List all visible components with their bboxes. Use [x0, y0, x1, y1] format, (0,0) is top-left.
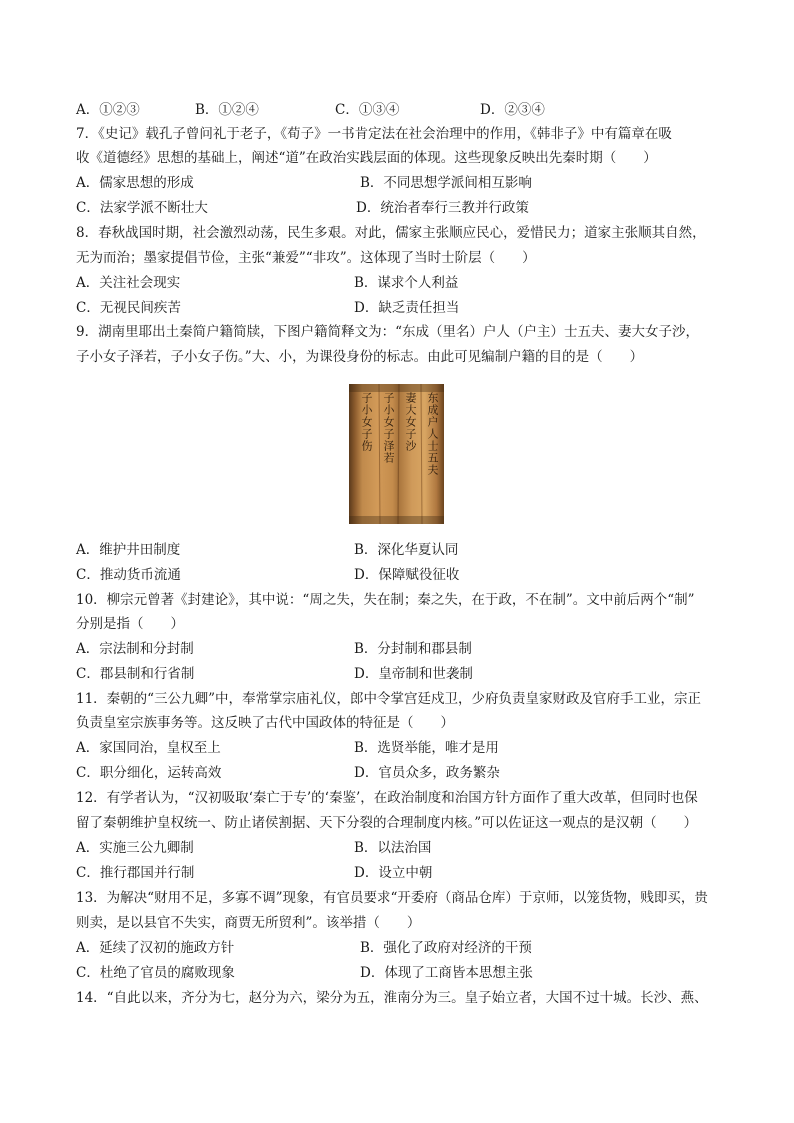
q9-stem-line-1: 9．湖南里耶出土秦简户籍简牍，下图户籍简释文为：“东成（里名）户人（户主）士五夫、妻大女子沙，	[76, 324, 699, 340]
q8-option-b: B．谋求个人利益	[354, 275, 459, 291]
q10-stem-line-1: 10．柳宗元曾著《封建论》，其中说：“周之失，失在制；秦之失，在于政，不在制”。文中前后两个“制”	[76, 592, 695, 608]
q9-option-a: A．维护井田制度	[76, 542, 181, 558]
q13-option-b: B．强化了政府对经济的干预	[360, 940, 532, 956]
q10-option-a: A．宗法制和分封制	[76, 641, 194, 657]
q13-option-a: A．延续了汉初的施政方针	[76, 940, 235, 956]
q8-stem-line-1: 8．春秋战国时期，社会激烈动荡，民生多艰。对此，儒家主张顺应民心，爱惜民力；道家主张顺其自然，	[76, 225, 706, 241]
q11-option-d: D．官员众多，政务繁杂	[354, 765, 500, 781]
q12-stem-line-1: 12．有学者认为，“汉初吸取‘秦亡于专’的‘秦鉴’，在政治制度和治国方针方面作了重大改革，但同时也保	[76, 790, 698, 806]
q6-option-a: A．①②③	[76, 102, 140, 118]
q13-option-d: D．体现了工商皆本思想主张	[360, 965, 533, 981]
q11-stem-line-1: 11．秦朝的“三公九卿”中，奉常掌宗庙礼仪，郎中令掌宫廷戍卫，少府负责皇家财政及官府手工业，宗正	[76, 691, 701, 707]
q8-option-d: D．缺乏责任担当	[354, 300, 460, 316]
q9-option-c: C．推动货币流通	[76, 567, 181, 583]
q7-stem-line-1: 7．《史记》载孔子曾问礼于老子，《荀子》一书肯定法在社会治理中的作用，《韩非子》中有篇章在吸	[76, 126, 672, 142]
q10-option-c: C．郡县制和行省制	[76, 666, 195, 682]
q7-option-d: D．统治者奉行三教并行政策	[356, 200, 529, 216]
q12-option-c: C．推行郡国并行制	[76, 865, 195, 881]
q12-option-d: D．设立中朝	[354, 865, 433, 881]
slip-column-4: 子小女子伤	[360, 392, 373, 452]
q10-option-b: B．分封制和郡县制	[354, 641, 472, 657]
q14-stem-line-1: 14．“自此以来，齐分为七，赵分为六，梁分为五，淮南分为三。皇子始立者，大国不过十城。长沙、燕、	[76, 990, 708, 1006]
q13-option-c: C．杜绝了官员的腐败现象	[76, 965, 235, 981]
q12-stem-line-2: 留了秦朝维护皇权统一、防止诸侯割据、天下分裂的合理制度内核。”可以佐证这一观点的是汉朝（ ）	[76, 815, 698, 831]
q6-option-b: B．①②④	[195, 102, 259, 118]
q7-option-a: A．儒家思想的形成	[76, 175, 194, 191]
q9-stem-line-2: 子小女子泽若，子小女子伤。”大、小，为课役身份的标志。由此可见编制户籍的目的是（ ）	[76, 349, 644, 365]
q7-option-b: B．不同思想学派间相互影响	[360, 175, 532, 191]
q8-option-a: A．关注社会现实	[76, 275, 181, 291]
bamboo-slip-photo	[349, 384, 444, 524]
slip-column-1: 东成户人士五夫	[426, 392, 439, 476]
q9-option-b: B．深化华夏认同	[354, 542, 459, 558]
q10-stem-line-2: 分别是指（ ）	[76, 616, 184, 632]
q7-stem-line-2: 收《道德经》思想的基础上，阐述“道”在政治实践层面的体现。这些现象反映出先秦时期（ ）	[76, 150, 657, 166]
q13-stem-line-2: 则卖，是以县官不失实，商贾无所贸利”。该举措（ ）	[76, 915, 421, 931]
q8-option-c: C．无视民间疾苦	[76, 300, 181, 316]
q6-option-c: C．①③④	[335, 102, 400, 118]
q6-option-d: D．②③④	[480, 102, 545, 118]
q12-option-a: A．实施三公九卿制	[76, 840, 194, 856]
q10-option-d: D．皇帝制和世袭制	[354, 666, 473, 682]
q8-stem-line-2: 无为而治；墨家提倡节俭，主张“兼爱”“非攻”。这体现了当时士阶层（ ）	[76, 250, 536, 266]
q11-option-a: A．家国同治，皇权至上	[76, 740, 221, 756]
slip-column-2: 妻大女子沙	[404, 392, 417, 452]
q12-option-b: B．以法治国	[354, 840, 432, 856]
q9-option-d: D．保障赋役征收	[354, 567, 460, 583]
q13-stem-line-1: 13．为解决“财用不足，多寡不调”现象，有官员要求“开委府（商品仓库）于京师，以笼货物，贱即买，贵	[76, 890, 708, 906]
slip-column-3: 子小女子泽若	[382, 392, 395, 464]
q11-option-b: B．选贤举能，唯才是用	[354, 740, 499, 756]
q7-option-c: C．法家学派不断壮大	[76, 200, 208, 216]
q11-stem-line-2: 负责皇室宗族事务等。这反映了古代中国政体的特征是（ ）	[76, 715, 454, 731]
q11-option-c: C．职分细化，运转高效	[76, 765, 222, 781]
